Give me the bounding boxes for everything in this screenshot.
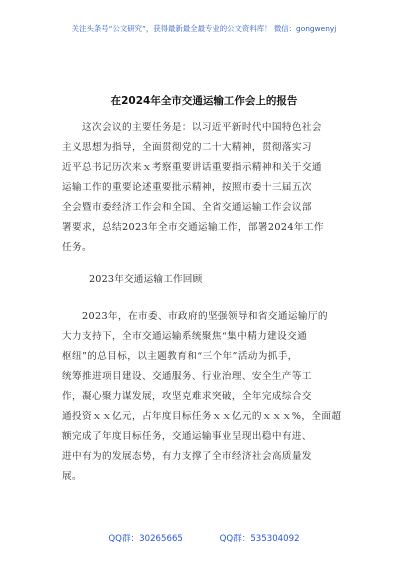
paragraph-line: 全会暨市委经济工作会和全国、全省交通运输工作会议部 bbox=[62, 202, 312, 213]
paragraph-line: 作，凝心聚力谋发展，攻坚克难求突破，全年完成综合交 bbox=[62, 391, 312, 402]
paragraph-line: 额完成了年度目标任务，交通运输事业呈现出稳中有进、 bbox=[62, 431, 312, 442]
paragraph-line: 运输工作的重要论述重要批示精神，按照市委十三届五次 bbox=[62, 182, 312, 193]
paragraph-line: 枢纽”的总目标，以主题教育和“三个年”活动为抓手， bbox=[62, 351, 298, 362]
paragraph-line: 近平总书记历次来ｘ考察重要讲话重要指示精神和关于交通 bbox=[62, 162, 322, 173]
paragraph-intro bbox=[62, 118, 350, 258]
paragraph-line: 统筹推进项目建设、交通服务、行业治理、安全生产等工 bbox=[62, 371, 312, 382]
paragraph-line: 2023年，在市委、市政府的坚强领导和省交通运输厅的 bbox=[62, 311, 328, 322]
paragraph-line: 这次会议的主要任务是：以习近平新时代中国特色社会 bbox=[62, 122, 322, 133]
header-banner: 关注头条号“公文研究”，获得最新最全最专业的公文资料库！ 微信：gongwenyj bbox=[71, 24, 337, 33]
qq-group-link[interactable]: QQ群：30265665 bbox=[108, 534, 183, 544]
document-title: 在2024年全市交通运输工作会上的报告 bbox=[110, 95, 298, 107]
paragraph-line: 大力支持下，全市交通运输系统聚焦“集中精力建设交通 bbox=[62, 331, 308, 342]
paragraph-line: 署要求，总结2023年全市交通运输工作，部署2024年工作 bbox=[62, 222, 324, 233]
paragraph-line: 通投资ｘｘ亿元，占年度目标任务ｘｘ亿元的ｘｘｘ%，全面超 bbox=[62, 411, 342, 422]
paragraph-review bbox=[62, 307, 350, 487]
paragraph-line: 任务。 bbox=[62, 242, 92, 253]
qq-group-link[interactable]: QQ群：535304092 bbox=[219, 534, 300, 544]
paragraph-line: 进中有为的发展态势，有力支撑了全市经济社会高质量发 bbox=[62, 451, 312, 462]
section-heading: 2023年交通运输工作回顾 bbox=[89, 274, 203, 285]
footer bbox=[0, 533, 408, 545]
paragraph-line: 主义思想为指导，全面贯彻党的二十大精神，贯彻落实习 bbox=[62, 142, 312, 153]
paragraph-line: 展。 bbox=[62, 471, 82, 482]
